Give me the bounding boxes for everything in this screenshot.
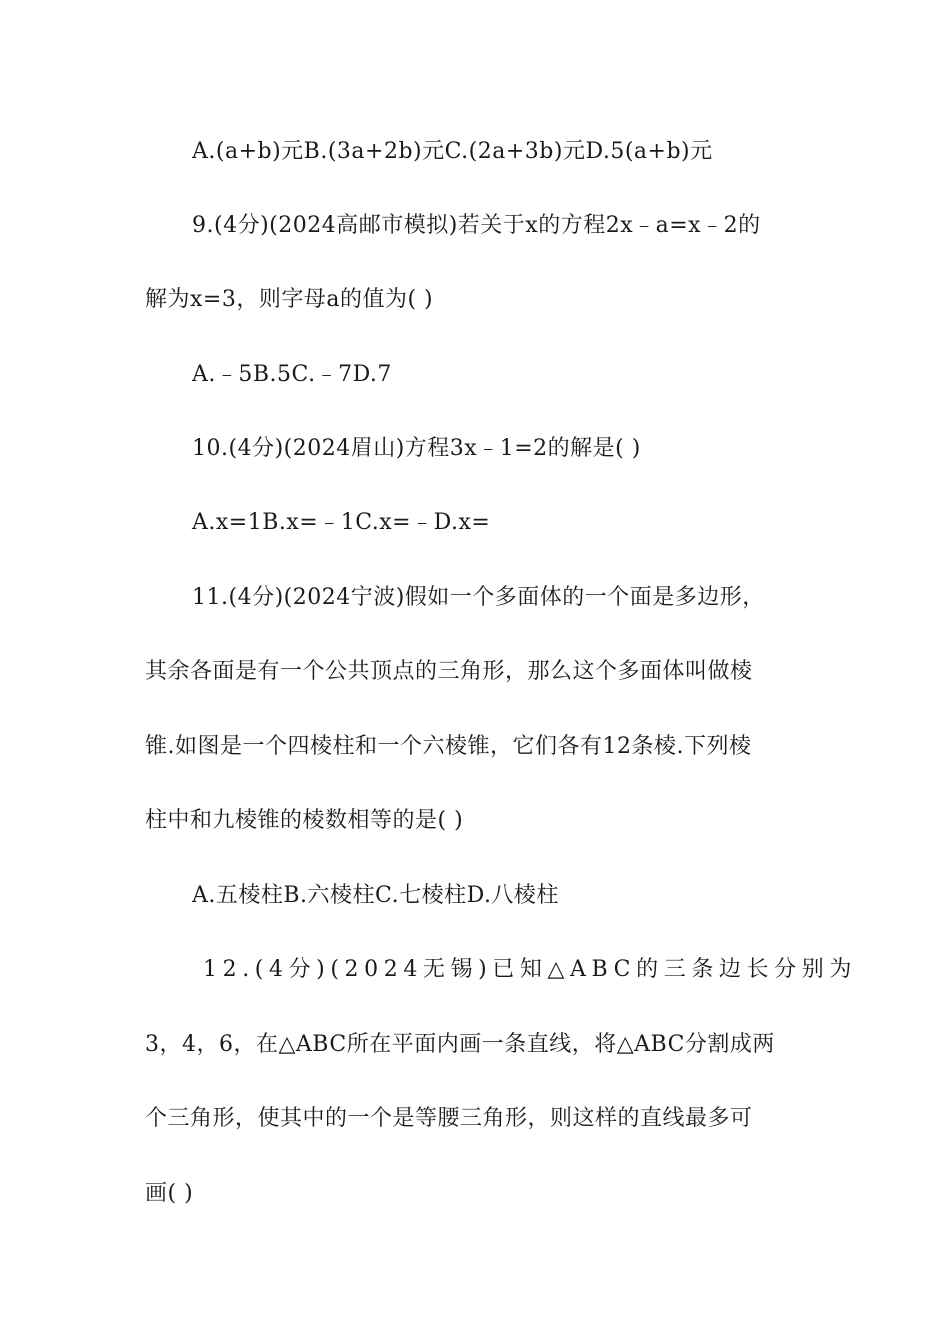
q11-stem-line-3: 锥.如图是一个四棱柱和一个六棱锥，它们各有12条棱.下列棱 [145, 734, 752, 759]
q8-options: A.(a+b)元B.(3a+2b)元C.(2a+3b)元D.5(a+b)元 [192, 139, 713, 164]
q9-options: A.﹣5B.5C.﹣7D.7 [192, 362, 392, 387]
q9-stem-line-1: 9.(4分)(2024高邮市模拟)若关于x的方程2x﹣a=x﹣2的 [192, 213, 761, 238]
q11-stem-line-4: 柱中和九棱锥的棱数相等的是( ) [145, 808, 464, 833]
q11-stem-line-2: 其余各面是有一个公共顶点的三角形，那么这个多面体叫做棱 [145, 659, 753, 684]
q11-options: A.五棱柱B.六棱柱C.七棱柱D.八棱柱 [192, 883, 559, 908]
q12-stem-line-3: 个三角形，使其中的一个是等腰三角形，则这样的直线最多可 [145, 1106, 753, 1131]
q12-stem-line-2: 3，4，6，在△ABC所在平面内画一条直线，将△ABC分割成两 [145, 1032, 775, 1057]
q10-stem: 10.(4分)(2024眉山)方程3x﹣1=2的解是( ) [192, 436, 641, 461]
q12-stem-line-1: 12.(4分)(2024无锡)已知△ABC的三条边长分别为 [203, 957, 857, 982]
q11-stem-line-1: 11.(4分)(2024宁波)假如一个多面体的一个面是多边形， [192, 585, 765, 610]
q9-stem-line-2: 解为x=3，则字母a的值为( ) [145, 287, 434, 312]
q12-stem-line-4: 画( ) [145, 1181, 194, 1206]
q10-options: A.x=1B.x=﹣1C.x=﹣D.x= [192, 510, 491, 535]
